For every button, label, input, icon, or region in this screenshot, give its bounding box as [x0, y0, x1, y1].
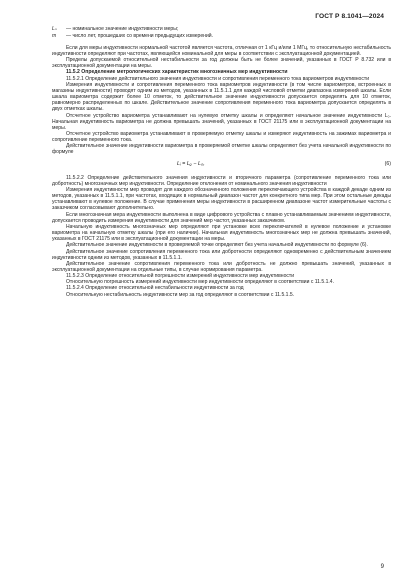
paragraph: Пределы допускаемой относительной нестабильности за год должны быть не более значений, указанных в ГОСТ Р 8.732 или в эксплуатационной документации на меры. [52, 57, 391, 70]
paragraph: Если для меры индуктивности нормальной частотой является частота, отличная от 1 кГц и/или 1 МГц, то относительную нестабильность индуктивности определяют при частотах, являющейся номинальной для меры в соответствии с эксплуатационной документацией. [52, 44, 391, 57]
formula-expression: Lᵢ = Lᵨ − L₀, [177, 160, 205, 167]
section-heading: 11.5.2 Определение метрологических характеристик многозначных мер индуктивности [66, 69, 288, 76]
page-content [52, 26, 391, 298]
definition-term: m [52, 32, 57, 39]
paragraph: Измерения индуктивности и сопротивления переменного тока вариометров индуктивности (в том числе вариометров, встроенных в магазины индуктивности) проводят одним из методов, указанных в 11.5.1.1 для каждой числовой отметки диапазона измерений шкалы. Если шкала вариометра содержит более 10 отметок, то действительное значение индуктивности допускается определять для 10 отметок, равномерно распределенных по шкале. Действительное значение сопротивления переменного тока вариометра допускается определять в двух отметках шкалы. [52, 81, 391, 113]
standard-header: ГОСТ Р 8.1041—2024 [315, 13, 384, 20]
paragraph: Действительное значение индуктивности вариометра в проверяемой отметке шкалы определяют без учета начальной индуктивности по формуле [52, 143, 391, 156]
paragraph: Действительное значение сопротивления переменного тока или добротности определяют одновременно с действительным значением индуктивности одним из методов, указанных в 11.5.1.1. [52, 248, 391, 261]
definition-term: Lₙ [52, 26, 57, 32]
paragraph: 11.5.2.4 Определение относительной нестабильности индуктивности за год [66, 285, 244, 292]
paragraph: Относительную погрешность измерений индуктивности мер индуктивности определяют в соответствии с 11.5.1.4. [66, 279, 335, 286]
paragraph: Начальную индуктивность многозначных мер определяют при установке всех переключателей в нулевое положение и установке вариометра на начальную отметку шкалы (при его наличии). Начальная индуктивность многозначных мер не должна превышать значений, указанных в ГОСТ 21175 или в эксплуатационной документации на меры. [52, 223, 391, 243]
paragraph: Отсчетное устройство вариометра устанавливают в проверяемую отметку шкалы и измеряют индуктивность на зажимах вариометра и сопротивление переменного тока. [52, 131, 391, 144]
paragraph: Измерения индуктивности мер проводят для каждого обозначенного положения переключающего устройства в каждой декаде одним из методов, указанных в 11.5.1.1, при частотах, входящих в нормальный диапазон частот для конкретного типа мер. При этом остальные декады устанавливают в нулевое положение. В случае применения меры индуктивности в расширенном диапазоне частот измерительные частоты с заказчиком согласовывают дополнительно. [52, 186, 391, 212]
paragraph: Действительное значение индуктивности в проверяемой точке определяют без учета начальной индуктивности по формуле (6). [66, 242, 368, 249]
paragraph: Если многозначная мера индуктивности выполнена в виде цифрового устройства с плавно устанавливаемым значением индуктивности, допускается проводить измерения индуктивности для значений мер частот, указанных заказчиком. [52, 211, 391, 224]
definition-text: — номинальное значение индуктивности меры; [66, 26, 179, 32]
paragraph: 11.5.2.2 Определение действительного значения индуктивности и вторичного параметра (сопротивление переменного тока или добротность) многозначных мер индуктивности. Определение отклонения от номинального значения индуктивности [52, 174, 391, 187]
paragraph: Отсчетное устройство вариометра устанавливают на нулевую отметку шкалы и определяют начальное значение индуктивности L₀. Начальная индуктивность вариометра не должна превышать значений, указанных в ГОСТ 21175 или в эксплуатационной документации на меры. [52, 112, 391, 131]
definition-item [52, 33, 391, 39]
paragraph: 11.5.2.1 Определение действительного значения индуктивности и сопротивления переменного тока вариометров индуктивности [66, 75, 370, 82]
paragraph: Относительную нестабильность индуктивности мер за год определяют в соответствии с 11.5.1.5. [66, 291, 295, 298]
page-number: 9 [380, 564, 384, 570]
paragraph: 11.5.2.3 Определение относительной погрешности измерений индуктивности мер индуктивности [66, 273, 295, 280]
formula-number: (6) [384, 160, 391, 167]
formula-block [52, 159, 391, 171]
paragraph: Действительное значение сопротивления переменного тока или добротность не должно превышать значений, указанных в эксплуатационной документации на отдельные типы, в случае нормирования параметра. [52, 260, 391, 273]
definition-item [52, 26, 391, 32]
definition-text: — число лет, прошедших со времени предыдущих измерений. [66, 32, 213, 39]
